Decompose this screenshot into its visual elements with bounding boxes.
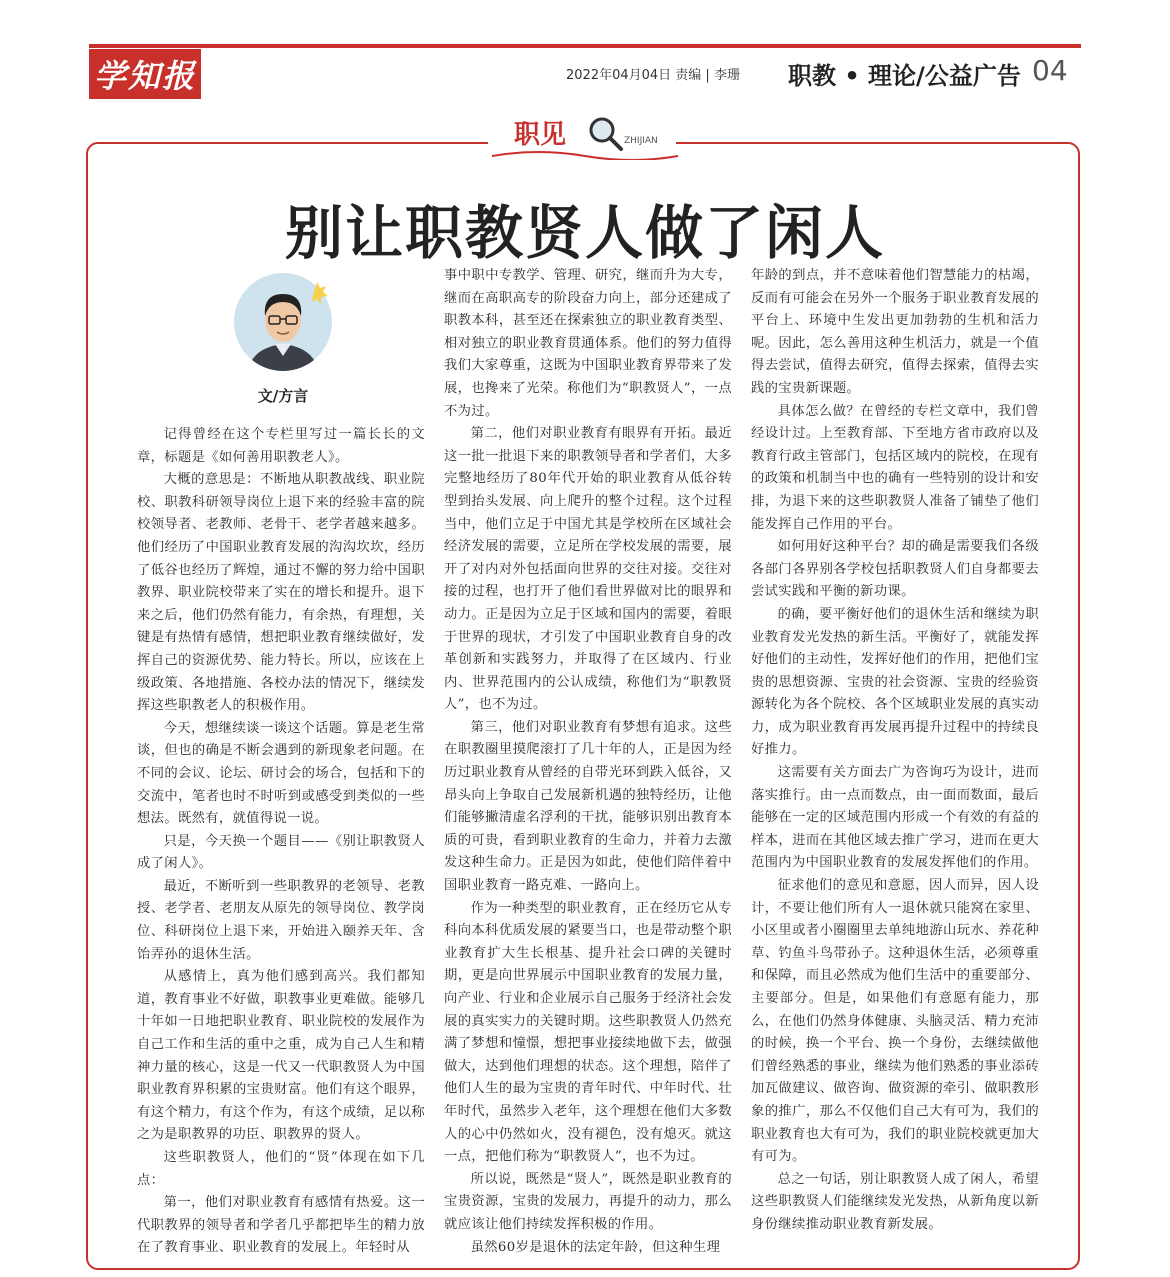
paragraph: 从感情上，真为他们感到高兴。我们都知道，教育事业不好做，职教事业更难做。能够几十年如一日地把职业教育、职业院校的发展作为自己工作和生活的重中之重，成为自己人生和精神力量的核心，这是一代又一代职教贤人为中国职业教育界积累的宝贵财富。他们有这个眼界，有这个精力，有这个作为，有这个成绩，足以称之为是职教界的功臣、职教界的贤人。 bbox=[137, 969, 425, 1143]
paragraph: 事中职中专教学、管理、研究，继而升为大专，继而在高职高专的阶段奋力向上，部分还建成了职教本科，甚至还在探索独立的职业教育类型、相对独立的职业教育贯通体系。他们的努力值得我们大家尊重，这既为中国职业教育界带来了发展，也搀来了光荣。称他们为“职教贤人”，一点不为过。 bbox=[444, 268, 732, 419]
section-title: 职教 • 理论/公益广告 bbox=[788, 62, 1021, 90]
paragraph: 大概的意思是：不断地从职教战线、职业院校、职教科研领导岗位上退下来的经验丰富的院校领导者、老教师、老骨干、老学者越来越多。他们经历了中国职业教育发展的沟沟坎坎，经历了低谷也经历了辉煌，通过不懈的努力给中国职教界、职业院校带来了实在的增长和提升。退下来之后，他们仍然有能力，有余热，有理想，关键是有热情有感情，想把职业教育继续做好，发挥自己的资源优势、能力特长。所以，应该在上级政策、各地措施、各校办法的情况下，继续发挥这些职教老人的积极作用。 bbox=[137, 472, 425, 714]
tag-underline-decoration bbox=[490, 148, 680, 160]
article-column-2 bbox=[444, 265, 732, 1259]
paragraph: 所以说，既然是“贤人”，既然是职业教育的宝贵资源，宝贵的发展力，再提升的动力，那么就应该让他们持续发挥积极的作用。 bbox=[444, 1171, 732, 1232]
paragraph: 如何用好这种平台？却的确是需要我们各级各部门各界别各学校包括职教贤人们自身都要去尝试实践和平衡的新功课。 bbox=[751, 539, 1039, 600]
paragraph: 第一，他们对职业教育有感情有热爱。这一代职教界的领导者和学者几乎都把毕生的精力放在了教育事业、职业教育的发展上。年轻时从 bbox=[137, 1195, 425, 1256]
paragraph: 这需要有关方面去广为咨询巧为设计，进而落实推行。由一点而数点，由一面而数面，最后能够在一定的区域范围内形成一个有效的有益的样本，进而在其他区域去推广学习，进而在更大范围内为中国职业教育的发展发挥他们的作用。 bbox=[751, 765, 1039, 871]
paragraph: 年龄的到点，并不意味着他们智慧能力的枯竭，反而有可能会在另外一个服务于职业教育发展的平台上、环境中生发出更加勃勃的生机和活力呢。因此，怎么善用这种生机活力，就是一个值得去尝试，值得去研究，值得去探索，值得去实践的宝贵新课题。 bbox=[751, 268, 1039, 396]
paragraph: 具体怎么做？在曾经的专栏文章中，我们曾经设计过。上至教育部、下至地方省市政府以及教育行政主管部门，包括区域内的院校，在现有的政策和机制当中也的确有一些特别的设计和安排，为退下来的这些职教贤人准备了铺垫了他们能发挥自己作用的平台。 bbox=[751, 403, 1039, 532]
paragraph: 总之一句话，别让职教贤人成了闲人，希望这些职教贤人们能继续发光发热，从新角度以新身份继续推动职业教育新发展。 bbox=[751, 1171, 1039, 1232]
page-number: 04 bbox=[1032, 54, 1068, 87]
paragraph: 虽然60岁是退休的法定年龄，但这种生理 bbox=[470, 1239, 721, 1255]
paragraph: 这些职教贤人，他们的“贤”体现在如下几点： bbox=[137, 1150, 425, 1188]
magnifier-icon bbox=[585, 113, 625, 153]
paragraph: 只是，今天换一个题目——《别让职教贤人成了闲人》。 bbox=[137, 833, 425, 872]
article-headline: 别让职教贤人做了闲人 bbox=[284, 199, 885, 267]
newspaper-logo: 学知报 bbox=[89, 49, 201, 99]
column-tag-title: 职见 bbox=[514, 120, 567, 150]
paragraph: 作为一种类型的职业教育，正在经历它从专科向本科优质发展的紧要当口，也是带动整个职业教育扩大生长根基、提升社会口碑的关键时期，更是向世界展示中国职业教育的发展力量，向产业、行业和企业展示自己服务于经济社会发展的真实实力的关键时期。这些职教贤人仍然充满了梦想和憧憬，想把事业接续地做下去，做强做大，达到他们理想的状态。这个理想，陪伴了他们人生的最为宝贵的青年时代、中年时代、壮年时代，虽然步入老年，这个理想在他们大多数人的心中仍然如火，没有褪色，没有熄灭。就这一点，把他们称为“职教贤人”，也不为过。 bbox=[444, 900, 732, 1165]
paragraph: 的确，要平衡好他们的退休生活和继续为职业教育发光发热的新生活。平衡好了，就能发挥好他们的主动性，发挥好他们的作用，把他们宝贵的思想资源、宝贵的社会资源、宝贵的经验资源转化为各个院校、各个区域职业发展的真实动力，成为职业教育再发展再提升过程中的持续良好推力。 bbox=[751, 606, 1039, 758]
article-column-1 bbox=[137, 424, 425, 1260]
date-editor-line: 2022年04月04日 责编 | 李珊 bbox=[566, 68, 740, 83]
paragraph: 第三，他们对职业教育有梦想有追求。这些在职教圈里摸爬滚打了几十年的人，正是因为经历过职业教育从曾经的自带光环到跌入低谷，又昂头向上争取自己发展新机遇的独特经历，让他们能够撇清虚名浮利的干扰，能够识别出教育本质的可贵，看到职业教育的生命力，并着力去激发这种生命力。正是因为如此，使他们陪伴着中国职业教育一路克难、一路向上。 bbox=[444, 719, 732, 894]
paragraph: 今天，想继续谈一谈这个话题。算是老生常谈，但也的确是不断会遇到的新现象老问题。在不同的会议、论坛、研讨会的场合，包括和下的交流中，笔者也时不时听到或感受到类似的一些想法。既然有，就值得说一说。 bbox=[137, 720, 425, 827]
paragraph: 第二，他们对职业教育有眼界有开拓。最近这一批一批退下来的职教领导者和学者们，大多完整地经历了80年代开始的职业教育从低谷转型到抬头发展、向上爬升的整个过程。这个过程当中，他们立足于中国尤其是学校所在区域社会经济发展的需要，立足所在学校发展的需要，展开了对内对外包括面向世界的交往对接。交往对接的过程，也打开了他们看世界做对比的眼界和动力。正是因为立足于区域和国内的需要，着眼于世界的现状，才引发了中国职业教育自身的改革创新和实践努力，并取得了在区域内、行业内、世界范围内的公认成绩，称他们为“职教贤人”，也不为过。 bbox=[444, 426, 732, 713]
author-avatar bbox=[233, 272, 333, 372]
paragraph: 记得曾经在这个专栏里写过一篇长长的文章，标题是《如何善用职教老人》。 bbox=[137, 427, 425, 465]
article-column-3 bbox=[751, 265, 1039, 1237]
paragraph: 最近，不断听到一些职教界的老领导、老教授、老学者、老朋友从原先的领导岗位、教学岗位、科研岗位上退下来，开始进入颐养天年、含饴弄孙的退休生活。 bbox=[137, 878, 425, 962]
column-tag-subtitle: ZHIJIAN bbox=[624, 136, 658, 146]
paragraph: 征求他们的意见和意愿，因人而异，因人设计，不要让他们所有人一退休就只能窝在家里、小区里或者小圈圈里去单纯地游山玩水、养花种草、钓鱼斗鸟带孙子。这种退休生活，必须尊重和保障，而且必然成为他们生活中的重要部分、主要部分。但是，如果他们有意愿有能力，那么，在他们仍然身体健康、头脑灵活、精力充沛的时候，换一个平台、换一个身份，去继续做他们曾经熟悉的事业，继续为他们熟悉的事业添砖加瓦做建议、做咨询、做资源的牵引、做职教形象的推广，那么不仅他们自己大有可为，我们的职业教育也大有可为，我们的职业院校就更加大有可为。 bbox=[751, 878, 1039, 1165]
byline: 文/方言 bbox=[257, 387, 309, 405]
header-rule bbox=[89, 44, 1081, 48]
